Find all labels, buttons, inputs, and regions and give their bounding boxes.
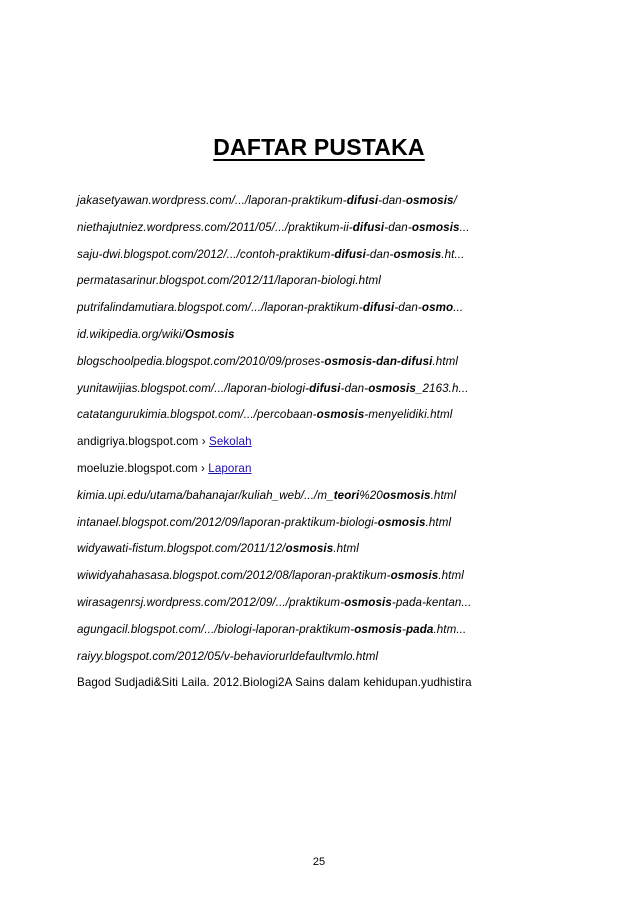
reference-keyword: osmosis xyxy=(393,247,442,261)
reference-text: wirasagenrsj.wordpress.com/2012/09/.../praktikum- xyxy=(77,595,345,609)
reference-keyword: osmosis xyxy=(316,408,365,422)
reference-item xyxy=(77,670,617,697)
reference-text: .ht... xyxy=(441,247,465,261)
reference-text: jakasetyawan.wordpress.com/.../laporan-praktikum- xyxy=(77,194,347,207)
reference-text: catatangurukimia.blogspot.com/.../percobaan- xyxy=(77,408,317,422)
reference-text: -dan- xyxy=(378,194,406,207)
reference-keyword: osmosis xyxy=(382,488,431,502)
reference-keyword: osmosis xyxy=(390,569,439,583)
reference-text: -pada-kentan... xyxy=(391,595,472,609)
reference-keyword: pada xyxy=(405,622,434,636)
reference-item xyxy=(77,483,617,510)
reference-keyword: osmosis xyxy=(411,220,460,234)
reference-text: -dan- xyxy=(394,301,422,315)
reference-text: niethajutniez.wordpress.com/2011/05/.../praktikum-ii- xyxy=(77,220,353,234)
reference-text: raiyy.blogspot.com/2012/05/v-behaviorurldefaultvmlo.html xyxy=(77,649,379,663)
reference-item xyxy=(77,644,617,671)
reference-keyword: teori xyxy=(333,488,360,502)
reference-text: saju-dwi.blogspot.com/2012/.../contoh-praktikum- xyxy=(77,247,335,261)
reference-keyword: osmosis-dan-difusi xyxy=(324,354,433,368)
reference-item xyxy=(77,590,617,617)
reference-item xyxy=(77,349,617,376)
reference-item xyxy=(77,536,617,563)
reference-text: - xyxy=(402,622,406,636)
reference-text: putrifalindamutiara.blogspot.com/.../laporan-praktikum- xyxy=(77,301,363,315)
reference-text: .html xyxy=(438,569,464,583)
reference-text: wiwidyahahasasa.blogspot.com/2012/08/laporan-praktikum- xyxy=(77,569,391,583)
reference-text: -dan- xyxy=(365,247,394,261)
reference-keyword: osmosis xyxy=(368,381,416,395)
reference-text: .html xyxy=(432,354,459,368)
reference-keyword: osmo xyxy=(421,301,454,315)
reference-keyword: osmosis xyxy=(344,595,392,609)
reference-text: ... xyxy=(459,220,470,234)
reference-keyword: osmosis xyxy=(405,194,454,207)
reference-text: / xyxy=(453,194,457,207)
reference-keyword: osmosis xyxy=(354,622,402,636)
reference-item xyxy=(77,402,617,429)
reference-keyword: osmosis xyxy=(377,515,426,529)
reference-item xyxy=(77,268,617,295)
reference-text: .html xyxy=(425,515,452,529)
reference-keyword: difusi xyxy=(346,194,379,207)
reference-text: .htm... xyxy=(433,622,467,636)
reference-keyword: difusi xyxy=(352,220,385,234)
reference-keyword: Osmosis xyxy=(184,327,235,341)
reference-text: .html xyxy=(333,542,359,556)
reference-text: blogschoolpedia.blogspot.com/2010/09/proses- xyxy=(77,354,325,368)
reference-item xyxy=(77,322,617,349)
reference-item xyxy=(77,510,617,537)
reference-item xyxy=(77,188,617,215)
reference-text: Bagod Sudjadi&Siti Laila. 2012.Biologi2A Sains dalam kehidupan.yudhistira xyxy=(77,676,472,690)
reference-text: ... xyxy=(453,301,464,315)
reference-text: .html xyxy=(430,488,457,502)
reference-link[interactable]: Sekolah xyxy=(209,435,252,449)
reference-item xyxy=(77,429,617,456)
reference-text: %20 xyxy=(359,488,383,502)
reference-text: agungacil.blogspot.com/.../biologi-laporan-praktikum- xyxy=(77,622,355,636)
reference-item xyxy=(77,376,617,403)
reference-text: permatasarinur.blogspot.com/2012/11/laporan-biologi.html xyxy=(77,274,381,288)
reference-text: -dan- xyxy=(384,220,412,234)
reference-text: -dan- xyxy=(340,381,369,395)
reference-item xyxy=(77,295,617,322)
reference-keyword: osmosis xyxy=(285,542,334,556)
reference-text: id.wikipedia.org/wiki/ xyxy=(77,327,185,341)
page-title: DAFTAR PUSTAKA xyxy=(213,134,425,160)
reference-text: kimia.upi.edu/utama/bahanajar/kuliah_web/.../m_ xyxy=(77,488,334,502)
reference-item xyxy=(77,563,617,590)
reference-link[interactable]: Laporan xyxy=(208,461,252,475)
page-number: 25 xyxy=(312,856,326,868)
reference-text: -menyelidiki.html xyxy=(364,408,453,422)
reference-text: widyawati-fistum.blogspot.com/2011/12/ xyxy=(77,542,286,556)
reference-keyword: difusi xyxy=(362,301,395,315)
reference-item xyxy=(77,242,617,269)
reference-text: _2163.h... xyxy=(415,381,469,395)
reference-keyword: difusi xyxy=(309,381,341,395)
reference-text: intanael.blogspot.com/2012/09/laporan-praktikum-biologi- xyxy=(77,515,378,529)
reference-item xyxy=(77,456,617,483)
reference-item xyxy=(77,617,617,644)
reference-text: moeluzie.blogspot.com › xyxy=(77,461,209,475)
reference-list xyxy=(77,188,617,697)
reference-item xyxy=(77,215,617,242)
reference-keyword: difusi xyxy=(334,247,366,261)
reference-text: yunitawijias.blogspot.com/.../laporan-biologi- xyxy=(77,381,310,395)
reference-text: andigriya.blogspot.com › xyxy=(77,435,210,449)
